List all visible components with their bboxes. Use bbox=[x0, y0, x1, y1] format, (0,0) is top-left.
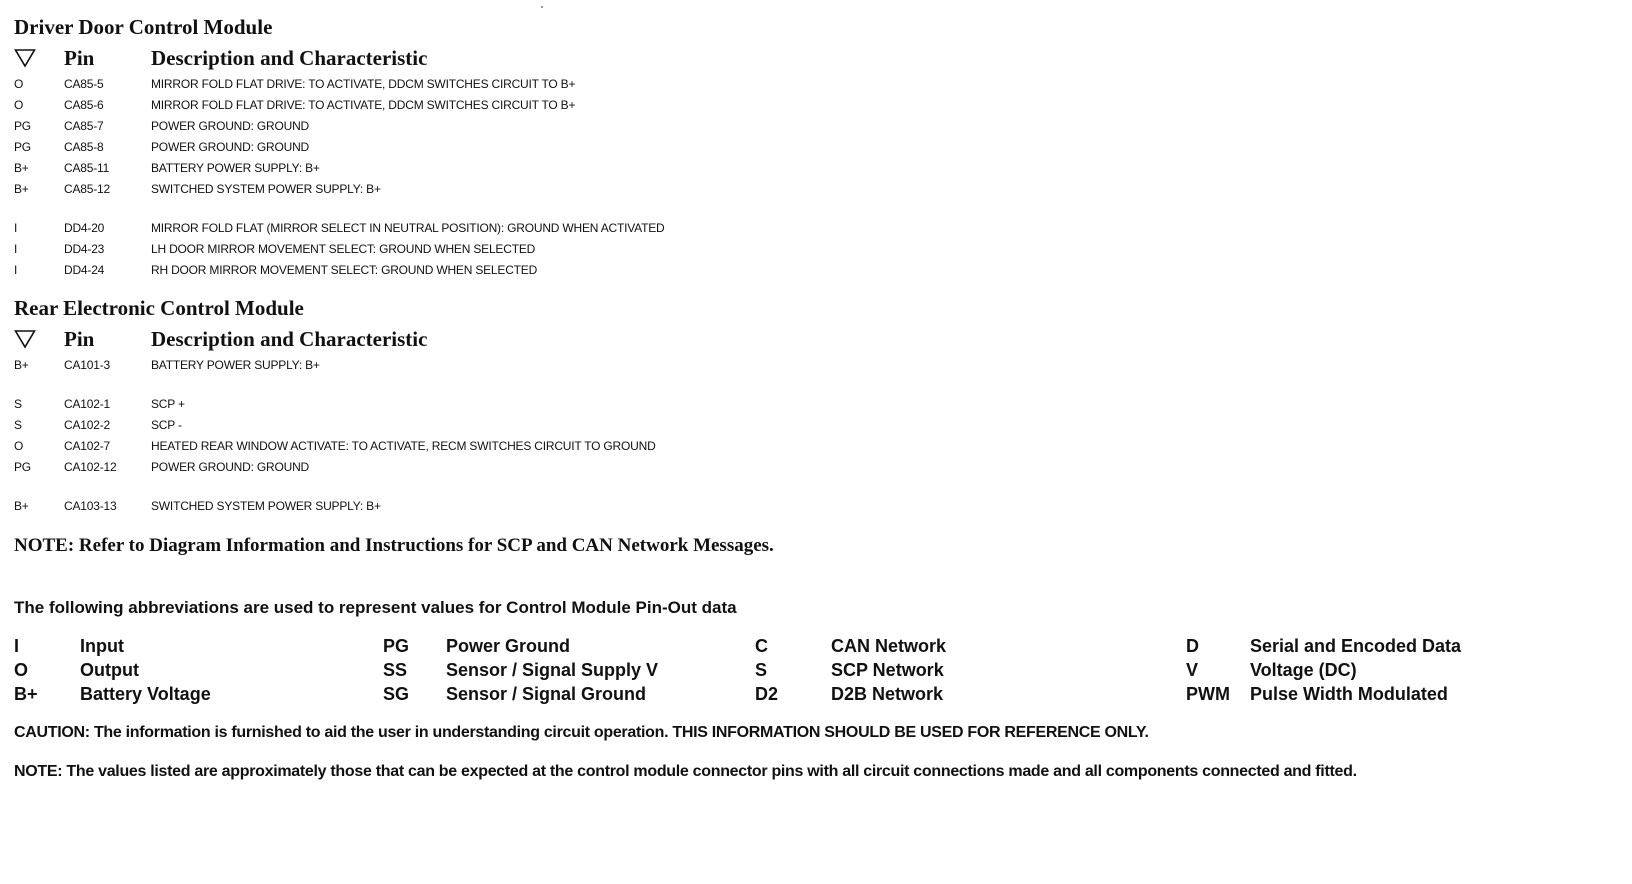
pin-description: SWITCHED SYSTEM POWER SUPPLY: B+ bbox=[151, 499, 381, 513]
abbreviation-code: PG bbox=[383, 636, 410, 656]
pin-row bbox=[14, 158, 1614, 179]
pin-id: CA85-5 bbox=[64, 77, 104, 91]
abbreviation-code: S bbox=[755, 660, 768, 680]
abbreviation-item bbox=[14, 634, 383, 658]
pin-type: S bbox=[14, 418, 22, 432]
abbreviation-code: SG bbox=[383, 684, 410, 704]
pin-row bbox=[14, 179, 1614, 200]
pin-column-header: Pin bbox=[64, 45, 95, 70]
pin-row bbox=[14, 355, 1614, 376]
abbreviation-code: O bbox=[14, 660, 29, 680]
abbreviation-label: Input bbox=[80, 636, 124, 656]
abbreviation-code: D bbox=[1186, 636, 1199, 656]
pin-description: LH DOOR MIRROR MOVEMENT SELECT: GROUND WHEN SELECTED bbox=[151, 242, 536, 256]
pin-type: PG bbox=[14, 119, 31, 133]
pin-id: CA102-12 bbox=[64, 460, 117, 474]
abbreviation-item bbox=[1186, 634, 1461, 658]
abbreviation-item bbox=[1186, 682, 1461, 706]
abbreviation-code: V bbox=[1186, 660, 1199, 680]
stray-mark bbox=[541, 6, 543, 8]
abbreviation-item bbox=[14, 658, 383, 682]
pin-type: PG bbox=[14, 140, 31, 154]
triangle-icon bbox=[14, 329, 64, 349]
pin-description: MIRROR FOLD FLAT DRIVE: TO ACTIVATE, DDCM SWITCHES CIRCUIT TO B+ bbox=[151, 98, 576, 112]
pin-type: B+ bbox=[14, 182, 29, 196]
abbreviation-code: B+ bbox=[14, 684, 38, 704]
pin-description: BATTERY POWER SUPPLY: B+ bbox=[151, 358, 320, 372]
pin-column-header: Pin bbox=[64, 326, 95, 351]
pin-list bbox=[14, 74, 1614, 281]
abbreviation-column bbox=[383, 634, 755, 706]
pinout-page bbox=[14, 12, 1614, 783]
abbreviation-item bbox=[755, 658, 1186, 682]
abbreviation-item bbox=[383, 658, 755, 682]
pin-description: MIRROR FOLD FLAT DRIVE: TO ACTIVATE, DDCM SWITCHES CIRCUIT TO B+ bbox=[151, 77, 576, 91]
pin-type: B+ bbox=[14, 499, 29, 513]
abbreviation-item bbox=[755, 634, 1186, 658]
pin-row bbox=[14, 436, 1614, 457]
abbreviation-label: Output bbox=[80, 660, 139, 680]
pin-type: I bbox=[14, 221, 18, 235]
abbreviation-code: C bbox=[755, 636, 768, 656]
description-column-header: Description and Characteristic bbox=[151, 326, 428, 351]
abbreviation-label: CAN Network bbox=[831, 636, 947, 656]
abbreviation-code: PWM bbox=[1186, 684, 1230, 704]
pin-id: CA85-8 bbox=[64, 140, 104, 154]
pin-row bbox=[14, 260, 1614, 281]
pin-id: CA102-1 bbox=[64, 397, 110, 411]
section-rear-electronic bbox=[14, 293, 1614, 517]
abbreviation-label: Pulse Width Modulated bbox=[1250, 684, 1448, 704]
abbreviation-item bbox=[755, 682, 1186, 706]
pin-id: CA102-7 bbox=[64, 439, 110, 453]
pin-row bbox=[14, 239, 1614, 260]
pin-type: O bbox=[14, 77, 24, 91]
abbreviation-label: Battery Voltage bbox=[80, 684, 211, 704]
pin-row bbox=[14, 496, 1614, 517]
pin-id: DD4-24 bbox=[64, 263, 105, 277]
pin-row bbox=[14, 137, 1614, 158]
pin-type: O bbox=[14, 439, 24, 453]
abbreviation-label: Serial and Encoded Data bbox=[1250, 636, 1462, 656]
abbreviation-item bbox=[383, 634, 755, 658]
abbreviation-column bbox=[1186, 634, 1461, 706]
abbreviation-column bbox=[755, 634, 1186, 706]
pin-type: I bbox=[14, 242, 18, 256]
section-driver-door bbox=[14, 12, 1614, 281]
description-column-header: Description and Characteristic bbox=[151, 45, 428, 70]
values-note: NOTE: The values listed are approximately those that can be expected at the control module connector pins with all circuit connections made and all components connected and fitted. bbox=[14, 763, 1357, 780]
pin-row bbox=[14, 394, 1614, 415]
abbreviation-label: Sensor / Signal Ground bbox=[446, 684, 647, 704]
pin-row bbox=[14, 74, 1614, 95]
abbreviation-item bbox=[14, 682, 383, 706]
abbreviation-code: SS bbox=[383, 660, 408, 680]
pin-id: DD4-20 bbox=[64, 221, 105, 235]
section-title: Rear Electronic Control Module bbox=[14, 296, 304, 320]
pin-description: SCP - bbox=[151, 418, 182, 432]
pin-description: SCP + bbox=[151, 397, 185, 411]
triangle-icon bbox=[14, 48, 64, 68]
pin-type: B+ bbox=[14, 358, 29, 372]
pin-type: I bbox=[14, 263, 18, 277]
abbreviation-label: SCP Network bbox=[831, 660, 944, 680]
pin-id: CA85-11 bbox=[64, 161, 110, 175]
pin-id: DD4-23 bbox=[64, 242, 105, 256]
section-title: Driver Door Control Module bbox=[14, 15, 273, 39]
pin-description: BATTERY POWER SUPPLY: B+ bbox=[151, 161, 320, 175]
network-note: NOTE: Refer to Diagram Information and Instructions for SCP and CAN Network Messages. bbox=[14, 535, 774, 556]
abbreviation-code: I bbox=[14, 636, 20, 656]
abbreviation-item bbox=[383, 682, 755, 706]
abbreviation-label: Power Ground bbox=[446, 636, 571, 656]
pin-row bbox=[14, 116, 1614, 137]
abbreviation-label: D2B Network bbox=[831, 684, 944, 704]
column-header bbox=[14, 42, 1614, 74]
pin-description: RH DOOR MIRROR MOVEMENT SELECT: GROUND WHEN SELECTED bbox=[151, 263, 538, 277]
pin-row bbox=[14, 457, 1614, 478]
pin-row bbox=[14, 95, 1614, 116]
abbreviation-code: D2 bbox=[755, 684, 779, 704]
abbreviations-legend bbox=[14, 634, 1614, 706]
pin-description: SWITCHED SYSTEM POWER SUPPLY: B+ bbox=[151, 182, 381, 196]
abbreviation-column bbox=[14, 634, 383, 706]
pin-id: CA85-6 bbox=[64, 98, 104, 112]
pin-description: POWER GROUND: GROUND bbox=[151, 119, 310, 133]
pin-id: CA85-12 bbox=[64, 182, 110, 196]
abbreviation-item bbox=[1186, 658, 1461, 682]
pin-id: CA101-3 bbox=[64, 358, 110, 372]
pin-type: O bbox=[14, 98, 24, 112]
pin-description: MIRROR FOLD FLAT (MIRROR SELECT IN NEUTRAL POSITION): GROUND WHEN ACTIVATED bbox=[151, 221, 665, 235]
pin-type: S bbox=[14, 397, 22, 411]
pin-type: B+ bbox=[14, 161, 29, 175]
column-header bbox=[14, 323, 1614, 355]
pin-description: HEATED REAR WINDOW ACTIVATE: TO ACTIVATE, RECM SWITCHES CIRCUIT TO GROUND bbox=[151, 439, 656, 453]
abbreviation-label: Sensor / Signal Supply V bbox=[446, 660, 659, 680]
abbreviation-label: Voltage (DC) bbox=[1250, 660, 1357, 680]
abbreviations-intro: The following abbreviations are used to represent values for Control Module Pin-Out data bbox=[14, 598, 737, 617]
pin-list bbox=[14, 355, 1614, 517]
pin-type: PG bbox=[14, 460, 31, 474]
caution-text: CAUTION: The information is furnished to aid the user in understanding circuit operation. THIS INFORMATION SHOULD BE USED FOR REFERENCE ONLY. bbox=[14, 724, 1149, 741]
pin-id: CA103-13 bbox=[64, 499, 117, 513]
pin-id: CA102-2 bbox=[64, 418, 110, 432]
pin-description: POWER GROUND: GROUND bbox=[151, 460, 310, 474]
pin-row bbox=[14, 415, 1614, 436]
pin-row bbox=[14, 218, 1614, 239]
pin-id: CA85-7 bbox=[64, 119, 104, 133]
pin-description: POWER GROUND: GROUND bbox=[151, 140, 310, 154]
